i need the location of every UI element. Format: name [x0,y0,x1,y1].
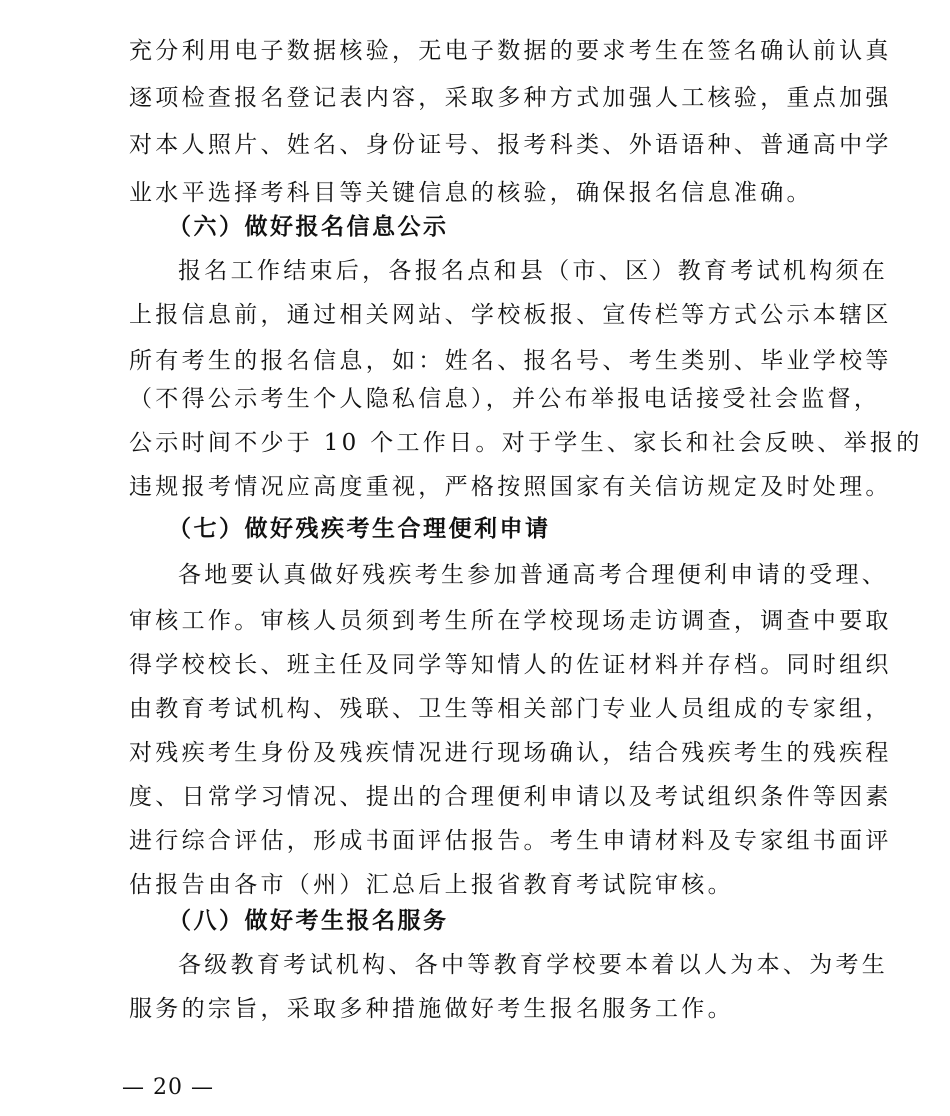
body-text-line: 公示时间不少于 10 个工作日。对于学生、家长和社会反映、举报的 [129,430,923,456]
body-text-line: 对本人照片、姓名、身份证号、报考科类、外语语种、普通高中学 [129,132,892,158]
body-text-line: 充分利用电子数据核验，无电子数据的要求考生在签名确认前认真 [129,38,892,64]
body-text-line: 上报信息前，通过相关网站、学校板报、宣传栏等方式公示本辖区 [129,302,892,328]
section-heading: （七）做好残疾考生合理便利申请 [168,515,551,542]
body-text-line: 对残疾考生身份及残疾情况进行现场确认，结合残疾考生的残疾程 [129,740,892,766]
paragraph-first-line: 报名工作结束后，各报名点和县（市、区）教育考试机构须在 [178,258,889,284]
page-number: — 20 — [122,1075,214,1100]
section-heading: （八）做好考生报名服务 [168,907,449,934]
body-text-line: 所有考生的报名信息，如：姓名、报名号、考生类别、毕业学校等 [129,348,892,374]
body-text-line: 违规报考情况应高度重视，严格按照国家有关信访规定及时处理。 [129,474,892,500]
body-text-line: 进行综合评估，形成书面评估报告。考生申请材料及专家组书面评 [129,828,892,854]
body-text-line: 逐项检查报名登记表内容，采取多种方式加强人工核验，重点加强 [129,85,892,111]
paragraph-first-line: 各级教育考试机构、各中等教育学校要本着以人为本、为考生 [178,952,889,978]
paragraph-first-line: 各地要认真做好残疾考生参加普通高考合理便利申请的受理、 [178,562,889,588]
body-text-line: 业水平选择考科目等关键信息的核验，确保报名信息准确。 [129,180,813,206]
body-text-line: 审核工作。审核人员须到考生所在学校现场走访调查，调查中要取 [129,608,892,634]
body-text-line: 度、日常学习情况、提出的合理便利申请以及考试组织条件等因素 [129,784,892,810]
section-heading: （六）做好报名信息公示 [168,213,449,240]
body-text-line: 得学校校长、班主任及同学等知情人的佐证材料并存档。同时组织 [129,652,892,678]
body-text-line: 由教育考试机构、残联、卫生等相关部门专业人员组成的专家组， [129,696,892,722]
body-text-line: （不得公示考生个人隐私信息），并公布举报电话接受社会监督， [129,386,881,412]
body-text-line: 估报告由各市（州）汇总后上报省教育考试院审核。 [129,872,734,898]
body-text-line: 服务的宗旨，采取多种措施做好考生报名服务工作。 [129,996,734,1022]
